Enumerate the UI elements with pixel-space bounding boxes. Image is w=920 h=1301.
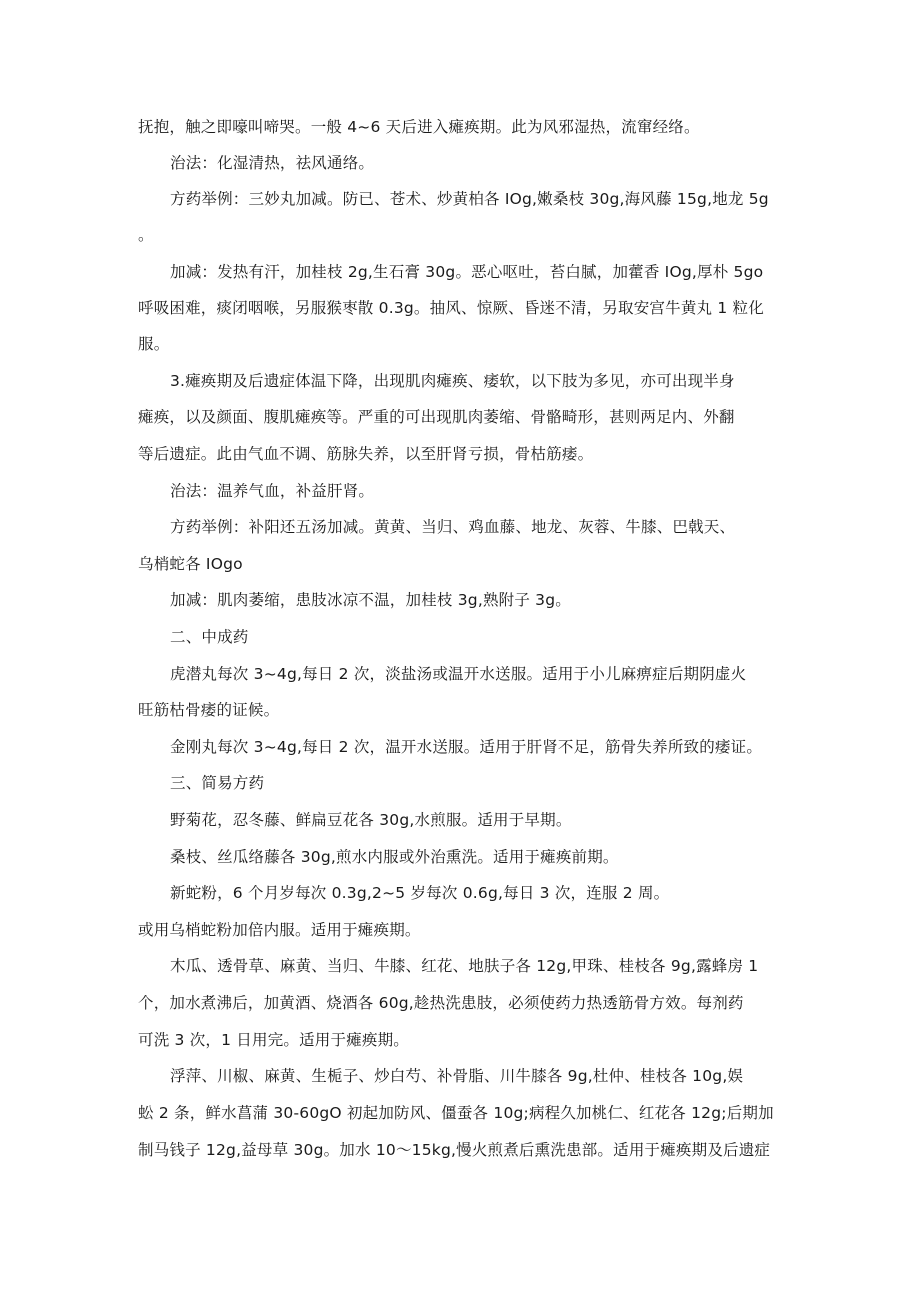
text-line: 新蛇粉，6 个月岁每次 0.3g,2~5 岁每次 0.6g,每日 3 次，连服 2 周。 <box>170 884 670 902</box>
text-line: 等后遗症。此由气血不调、筋脉失养，以至肝肾亏损，骨枯筋痿。 <box>138 445 594 463</box>
text-line: 虎潜丸每次 3~4g,每日 2 次，淡盐汤或温开水送服。适用于小儿麻痹症后期阴虚火 <box>170 665 747 683</box>
text-line: 3.瘫痪期及后遗症体温下降，出现肌肉瘫痪、痿软，以下肢为多见，亦可出现半身 <box>170 372 735 390</box>
text-line: 瘫痪，以及颜面、腹肌瘫痪等。严重的可出现肌肉萎缩、骨骼畸形，甚则两足内、外翻 <box>138 408 735 426</box>
text-line: 或用乌梢蛇粉加倍内服。适用于瘫痪期。 <box>138 921 421 939</box>
text-line: 蚣 2 条，鲜水菖蒲 30-60gO 初起加防风、僵蚕各 10g;病程久加桃仁、红花各 12g;后期加 <box>138 1104 774 1122</box>
text-line: 桑枝、丝瓜络藤各 30g,煎水内服或外治熏洗。适用于瘫痪前期。 <box>170 848 619 866</box>
text-line: 方药举例：补阳还五汤加减。黄黄、当归、鸡血藤、地龙、灰蓉、牛膝、巴戟天、 <box>170 518 736 536</box>
text-line: 治法：化湿清热，祛风通络。 <box>170 154 375 172</box>
text-line: 加减：肌肉萎缩，患肢冰凉不温，加桂枝 3g,熟附子 3g。 <box>170 591 571 609</box>
text-line: 可洗 3 次，1 日用完。适用于瘫痪期。 <box>138 1031 410 1049</box>
text-line: 旺筋枯骨痿的证候。 <box>138 701 280 719</box>
text-line: 呼吸困难，痰闭咽喉，另服猴枣散 0.3g。抽风、惊厥、昏迷不清，另取安宫牛黄丸 1 粒化 <box>138 299 764 317</box>
text-line: 木瓜、透骨草、麻黄、当归、牛膝、红花、地肤子各 12g,甲珠、桂枝各 9g,露蜂房 1 <box>170 957 759 975</box>
text-line: 金刚丸每次 3~4g,每日 2 次，温开水送服。适用于肝肾不足，筋骨失养所致的痿证。 <box>170 738 763 756</box>
text-line: 制马钱子 12g,益母草 30g。加水 10～15kg,慢火煎煮后熏洗患部。适用于瘫痪期及后遗症 <box>138 1141 771 1159</box>
text-line: 加减：发热有汗，加桂枝 2g,生石膏 30g。恶心呕吐，苔白腻，加藿香 IOg,厚朴 5go <box>170 263 764 281</box>
text-line: 。 <box>138 226 154 244</box>
text-line: 方药举例：三妙丸加减。防已、苍术、炒黄柏各 IOg,嫩桑枝 30g,海风藤 15g,地龙 5g <box>170 190 769 208</box>
text-line: 抚抱，触之即嚎叫啼哭。一般 4~6 天后进入瘫痪期。此为风邪湿热，流窜经络。 <box>138 118 700 136</box>
text-line: 乌梢蛇各 IOgo <box>138 555 243 573</box>
text-line: 野菊花，忍冬藤、鲜扁豆花各 30g,水煎服。适用于早期。 <box>170 811 572 829</box>
text-line: 二、中成药 <box>170 628 249 646</box>
text-line: 治法：温养气血，补益肝肾。 <box>170 482 375 500</box>
text-line: 个，加水煮沸后，加黄酒、烧酒各 60g,趁热洗患肢，必须使药力热透筋骨方效。每剂药 <box>138 994 744 1012</box>
text-line: 三、简易方药 <box>170 774 265 792</box>
text-line: 浮萍、川椒、麻黄、生栀子、炒白芍、补骨脂、川牛膝各 9g,杜仲、桂枝各 10g,娱 <box>170 1067 744 1085</box>
text-line: 服。 <box>138 335 170 353</box>
